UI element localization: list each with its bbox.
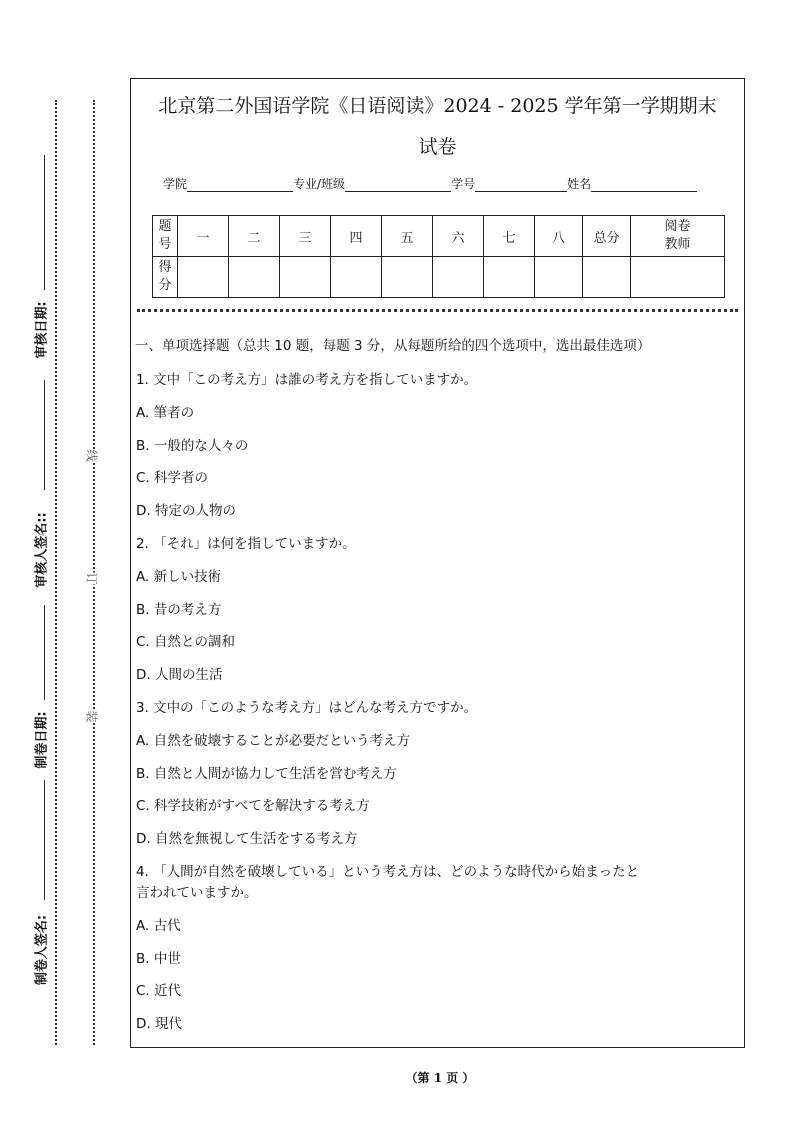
field-label-major-class: 专业/班级 (293, 177, 346, 191)
score-cell[interactable] (178, 257, 229, 298)
field-label-student-id: 学号 (451, 177, 476, 191)
score-table (152, 215, 725, 298)
col-header: 五 (382, 216, 433, 257)
major-class-input-line[interactable] (345, 177, 451, 192)
question-4-option-b[interactable]: B. 中世 (136, 950, 181, 967)
name-input-line[interactable] (591, 177, 697, 192)
exam-title-line2: 试卷 (418, 136, 457, 158)
question-2-stem: 2. 「それ」は何を指していますか。 (136, 536, 356, 552)
score-cell[interactable] (229, 257, 280, 298)
question-1-option-b[interactable]: B. 一般的な人々の (136, 437, 249, 454)
review-date-line (44, 155, 46, 290)
field-label-college: 学院 (163, 177, 188, 191)
col-header-total: 总分 (583, 216, 631, 257)
reviewer-signature-label: 审核人签名:: (34, 512, 50, 588)
college-input-line[interactable] (187, 177, 293, 192)
col-header: 三 (280, 216, 331, 257)
col-header: 八 (535, 216, 583, 257)
score-table-score-row (153, 257, 725, 298)
question-2-option-c[interactable]: C. 自然との調和 (136, 634, 236, 651)
make-date-label: 制卷日期: (34, 711, 50, 769)
review-date-label: 审核日期: (34, 301, 50, 359)
question-4-stem-cont: 言われていますか。 (136, 885, 258, 901)
exam-title: 北京第二外国语学院《日语阅读》2024 - 2025 学年第一学期期末 (158, 95, 717, 117)
col-header: 七 (484, 216, 535, 257)
exam-frame (130, 78, 745, 1048)
question-2-option-b[interactable]: B. 昔の考え方 (136, 601, 222, 618)
question-1-option-c[interactable]: C. 科学者の (136, 470, 209, 487)
row-label-score: 得分 (153, 257, 178, 298)
col-header: 一 (178, 216, 229, 257)
question-2-option-a[interactable]: A. 新しい技術 (136, 568, 222, 585)
make-date-line (44, 605, 46, 700)
question-1-option-d[interactable]: D. 特定の人物の (136, 503, 236, 520)
maker-signature-line (44, 780, 46, 900)
col-header: 四 (331, 216, 382, 257)
score-cell[interactable] (331, 257, 382, 298)
score-cell[interactable] (535, 257, 583, 298)
question-3-option-d[interactable]: D. 自然を無視して生活をする考え方 (136, 831, 358, 848)
score-table-header-row (153, 216, 725, 257)
separator-dotted-line (137, 309, 738, 312)
field-label-name: 姓名 (567, 177, 592, 191)
question-3-stem: 3. 文中の「このような考え方」はどんな考え方ですか。 (136, 700, 478, 716)
mark-zhuang: 装 (84, 710, 99, 723)
binding-line-outer (55, 100, 57, 1045)
section-heading: 一、单项选择题（总共 10 题，每题 3 分，从每题所给的四个选项中，选出最佳选项） (135, 338, 651, 354)
mark-xian: 线 (84, 449, 99, 462)
col-header-grader: 阅卷教师 (631, 216, 725, 257)
page-number: （第 1 页 ） (405, 1071, 475, 1085)
question-1-stem: 1. 文中「この考え方」は誰の考え方を指していますか。 (136, 372, 478, 388)
question-3-option-c[interactable]: C. 科学技術がすべてを解決する考え方 (136, 798, 370, 815)
maker-signature-label: 制卷人签名: (34, 914, 50, 986)
col-header: 二 (229, 216, 280, 257)
question-4-stem: 4. 「人間が自然を破壊している」という考え方は、どのような時代から始まったと (136, 864, 640, 880)
question-3-option-b[interactable]: B. 自然と人間が協力して生活を営む考え方 (136, 765, 397, 782)
col-header: 六 (433, 216, 484, 257)
question-2-option-d[interactable]: D. 人間の生活 (136, 667, 223, 684)
student-id-input-line[interactable] (475, 177, 567, 192)
row-label-question-number: 题号 (153, 216, 178, 257)
question-3-option-a[interactable]: A. 自然を破壊することが必要だという考え方 (136, 732, 411, 749)
reviewer-signature-line (44, 380, 46, 490)
score-cell[interactable] (433, 257, 484, 298)
score-cell[interactable] (484, 257, 535, 298)
score-cell[interactable] (631, 257, 725, 298)
question-1-option-a[interactable]: A. 筆者の (136, 404, 195, 421)
question-4-option-d[interactable]: D. 現代 (136, 1016, 182, 1033)
student-info-fields (163, 175, 697, 192)
question-4-option-c[interactable]: C. 近代 (136, 983, 182, 1000)
score-cell[interactable] (583, 257, 631, 298)
mark-ding: 订 (84, 572, 99, 585)
question-4-option-a[interactable]: A. 古代 (136, 917, 181, 934)
score-cell[interactable] (280, 257, 331, 298)
score-cell[interactable] (382, 257, 433, 298)
